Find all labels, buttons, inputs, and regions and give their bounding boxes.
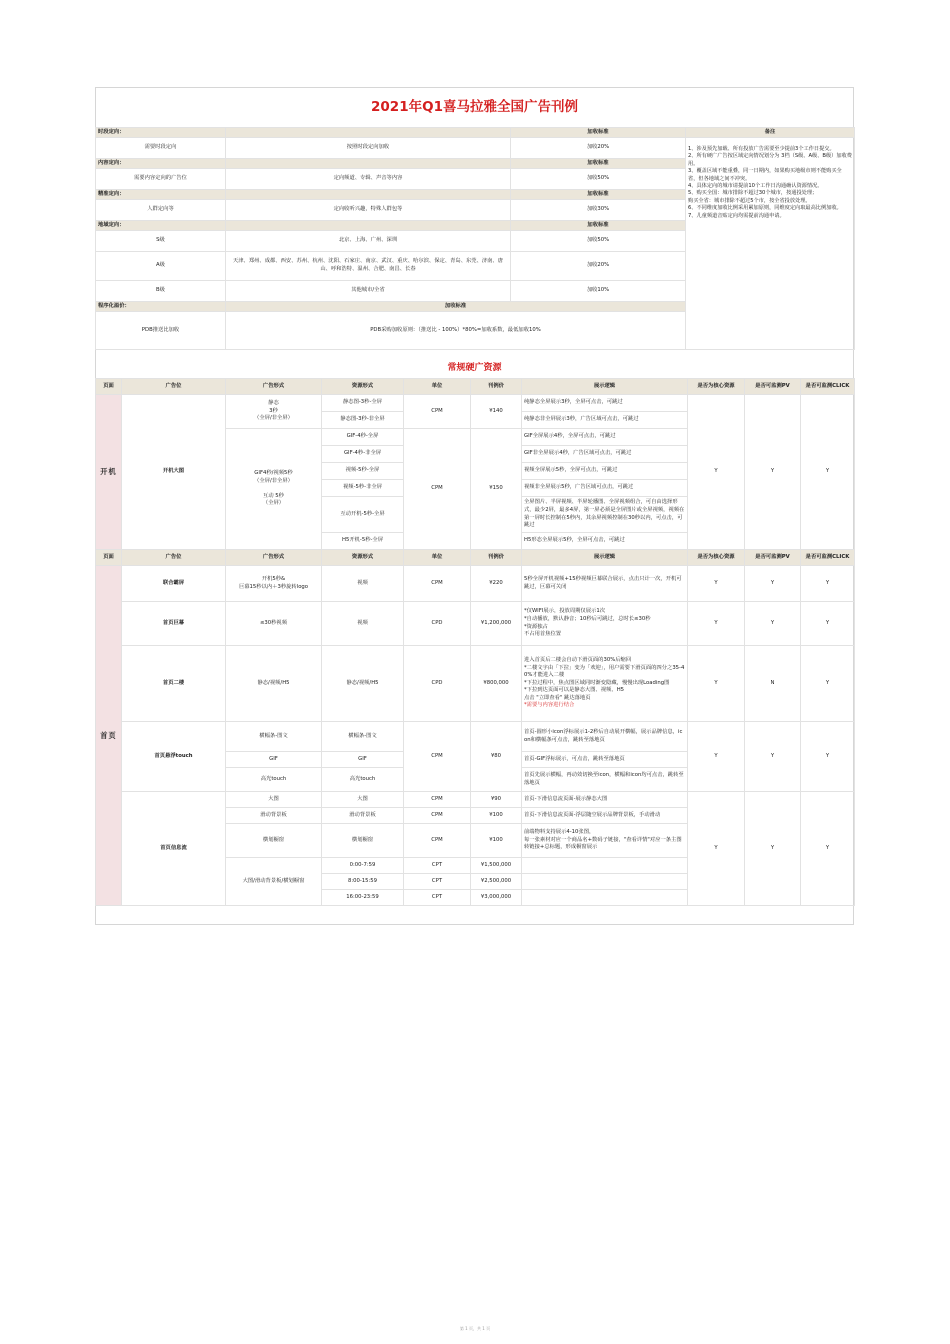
col-note: 备注 xyxy=(686,128,855,138)
unit: CPM xyxy=(404,566,471,602)
unit: CPM xyxy=(404,722,471,792)
resource-form: 视频 xyxy=(322,566,404,602)
unit: CPD xyxy=(404,602,471,646)
column-header: 是否为核心资源 xyxy=(688,379,745,395)
precise-label: 精准定向： xyxy=(96,190,226,200)
slot-name: 首页悬浮touch xyxy=(122,722,226,792)
display-logic xyxy=(522,890,688,906)
column-header: 是否可监测PV xyxy=(745,379,801,395)
display-logic: H5形态全屏展示5秒，全屏可点击，可跳过 xyxy=(522,533,688,550)
price: ¥800,000 xyxy=(471,646,522,722)
click-flag: Y xyxy=(801,602,855,646)
time-desc: 按照时段定向加收 xyxy=(226,138,511,159)
a-level: A级 xyxy=(96,252,226,281)
resource-form: H5开机-5秒-全屏 xyxy=(322,533,404,550)
resource-form: 大图 xyxy=(322,792,404,808)
display-logic: GIF全屏展示4秒，全屏可点击，可跳过 xyxy=(522,429,688,446)
resource-form: GIF-4秒-全屏 xyxy=(322,429,404,446)
logic-note-red: *需要与内容进行结合 xyxy=(524,702,575,709)
ad-form: ≤30秒视频 xyxy=(226,602,322,646)
table-row xyxy=(96,566,855,602)
display-logic: 视频非全屏展示5秒，广告区域可点击，可跳过 xyxy=(522,480,688,497)
resource-form: 16:00-23:59 xyxy=(322,890,404,906)
resource-form: 静态/视频/H5 xyxy=(322,646,404,722)
column-header: 是否为核心资源 xyxy=(688,550,745,566)
display-logic xyxy=(522,874,688,890)
region-label: 地域定向： xyxy=(96,221,226,231)
click-flag: Y xyxy=(801,722,855,792)
col-add-4: 加收标准 xyxy=(511,221,686,231)
content-desc: 定向频道、专辑、声音等内容 xyxy=(226,169,511,190)
s-level: S级 xyxy=(96,231,226,252)
resource-form: 高光touch xyxy=(322,768,404,792)
unit: CPM xyxy=(404,429,471,550)
ad-form: 横划橱窗 xyxy=(226,824,322,858)
col-add: 加收标准 xyxy=(511,128,686,138)
ad-form: 高光touch xyxy=(226,768,322,792)
click-flag: Y xyxy=(801,395,855,550)
unit: CPT xyxy=(404,874,471,890)
column-header: 展示逻辑 xyxy=(522,379,688,395)
pv-flag: N xyxy=(745,646,801,722)
ad-form: GIF xyxy=(226,752,322,768)
col-add-3: 加收标准 xyxy=(511,190,686,200)
program-add: 加收标准 xyxy=(226,302,686,312)
column-header: 资源形式 xyxy=(322,550,404,566)
column-header: 页面 xyxy=(96,550,122,566)
unit: CPT xyxy=(404,890,471,906)
column-header: 是否可监测PV xyxy=(745,550,801,566)
resource-form: 视频-5秒-非全屏 xyxy=(322,480,404,497)
display-logic: 视频全屏展示5秒，全屏可点击，可跳过 xyxy=(522,463,688,480)
display-logic: 前端物料支持展示4-10张图， 每一张素材对应一个商品名+数码子链接，"查看详情"对应一条主图转链接+总标题，形成橱窗展示 xyxy=(522,824,688,858)
precise-rate: 加收30% xyxy=(511,200,686,221)
display-logic: GIF非全屏展示4秒，广告区域可点击，可跳过 xyxy=(522,446,688,463)
unit: CPM xyxy=(404,792,471,808)
resource-table xyxy=(95,378,855,906)
s-cities: 北京、上海、广州、深圳 xyxy=(226,231,511,252)
content-rate: 加收50% xyxy=(511,169,686,190)
pv-flag: Y xyxy=(745,566,801,602)
unit: CPM xyxy=(404,808,471,824)
column-header: 展示逻辑 xyxy=(522,550,688,566)
slot-name: 联合霸屏 xyxy=(122,566,226,602)
resource-form: 视频-5秒-全屏 xyxy=(322,463,404,480)
column-header: 刊例价 xyxy=(471,550,522,566)
unit: CPM xyxy=(404,395,471,429)
display-logic: 首页-下滑信息流页面-浮层随空展示品牌背景板，手动滑动 xyxy=(522,808,688,824)
a-cities: 天津、郑州、成都、西安、苏州、杭州、沈阳、石家庄、南京、武汉、重庆、哈尔滨、保定、青岛、东莞、济南、唐山、呼和浩特、温州、合肥、南昌、长春 xyxy=(226,252,511,281)
column-header: 单位 xyxy=(404,379,471,395)
precise-item: 人群定向等 xyxy=(96,200,226,221)
b-rate: 加收10% xyxy=(511,281,686,302)
notes: 1、涉及预先加载、所有投放广告需要至少提前3个工作日提交。 2、所有硬广广告按区域定向情况划分为 3档（S级、A级、B级）加收费用。 3、覆盖区域不能重叠，同一日期内，如果购买地级市则不能购买全省，但各地域之间不冲突。 4、具体定向的城市请提前10个工作日沟通确认资源情况。 5、购买全国：城市排除不超过30个城市，按通投处理； 购买全省：城市排除不超过5个市，按全省投放处理。 6、不同维度加收比例采用累加原则，同维度定向取最高比例加收。 7、儿童频道音贴定向均需提前沟通申请。 xyxy=(686,138,855,350)
pv-flag: Y xyxy=(745,722,801,792)
pdb-item: PDB推送比加收 xyxy=(96,312,226,350)
core-flag: Y xyxy=(688,395,745,550)
core-flag: Y xyxy=(688,646,745,722)
page-footer: 第 1 页，共 1 页 xyxy=(459,1326,491,1331)
pv-flag: Y xyxy=(745,792,801,906)
ad-form: 静态/视频/H5 xyxy=(226,646,322,722)
table-row xyxy=(96,646,855,722)
column-header: 广告位 xyxy=(122,379,226,395)
ad-form: 滑动背景板 xyxy=(226,808,322,824)
column-header: 页面 xyxy=(96,379,122,395)
pv-flag: Y xyxy=(745,602,801,646)
section-title: 常规硬广资源 xyxy=(447,363,502,373)
slot-name: 首页巨幕 xyxy=(122,602,226,646)
price: ¥2,500,000 xyxy=(471,874,522,890)
table-row xyxy=(96,550,855,566)
price: ¥100 xyxy=(471,824,522,858)
price: ¥3,000,000 xyxy=(471,890,522,906)
table-row xyxy=(96,395,855,412)
table-row xyxy=(96,792,855,808)
s-rate: 加收50% xyxy=(511,231,686,252)
core-flag: Y xyxy=(688,792,745,906)
unit: CPM xyxy=(404,824,471,858)
display-logic: *仅WIFI展示，投放周期仅展示1次 *自动播放，默认静音；10秒后可跳过，总时长≤30秒 *资源独占 不占用首焦位置 xyxy=(522,602,688,646)
column-header: 单位 xyxy=(404,550,471,566)
price: ¥80 xyxy=(471,722,522,792)
column-header: 广告形式 xyxy=(226,379,322,395)
column-header: 广告位 xyxy=(122,550,226,566)
display-logic: 5秒全屏开机视频+15秒视频巨幕联合展示，点击只计一次，开机可跳过，巨幕可关闭 xyxy=(522,566,688,602)
b-level: B级 xyxy=(96,281,226,302)
resource-form: 0:00-7:59 xyxy=(322,858,404,874)
resource-form: 滑动背景板 xyxy=(322,808,404,824)
resource-form: GIF-4秒-非全屏 xyxy=(322,446,404,463)
pv-flag: Y xyxy=(745,395,801,550)
a-rate: 加收20% xyxy=(511,252,686,281)
content-label: 内容定向： xyxy=(96,159,226,169)
page-label-home: 首页 xyxy=(96,566,122,906)
unit: CPD xyxy=(404,646,471,722)
click-flag: Y xyxy=(801,792,855,906)
page-label-splash: 开机 xyxy=(96,395,122,550)
resource-form: 静态图-3秒-全屏 xyxy=(322,395,404,412)
time-label: 时段定向： xyxy=(96,128,226,138)
slot-name: 首页信息流 xyxy=(122,792,226,906)
col-add-2: 加收标准 xyxy=(511,159,686,169)
ad-form: 横幅条-图文 xyxy=(226,722,322,752)
display-logic: 首页-圆形小icon浮标展示1-2秒后自动展开横幅，展示品牌信息，icon和横幅条可点击，跳转至落地页 xyxy=(522,722,688,752)
column-header: 广告形式 xyxy=(226,550,322,566)
display-logic: 纯静态非全屏展示3秒，广告区域可点击，可跳过 xyxy=(522,412,688,429)
display-logic xyxy=(522,858,688,874)
price: ¥150 xyxy=(471,429,522,550)
display-logic: 首页先展示横幅，再动效切换至icon，横幅和icon均可点击，跳转至落地页 xyxy=(522,768,688,792)
ad-form: 大图/滑动背景板/横划橱窗 xyxy=(226,858,322,906)
ad-form: 大图 xyxy=(226,792,322,808)
price: ¥1,500,000 xyxy=(471,858,522,874)
time-rate: 加收20% xyxy=(511,138,686,159)
display-logic: 全屏图片、半屏视频、半屏轮播图、全屏视频组合，可自由选择形式，最少2屏，最多4屏，第一屏必须是全屏图片或全屏视频，视频在第一屏时长控制在5秒内，其余屏视频控制在30秒以内，可点击，可跳过 xyxy=(522,497,688,533)
b-cities: 其他城市/全省 xyxy=(226,281,511,302)
price: ¥140 xyxy=(471,395,522,429)
table-row xyxy=(96,722,855,752)
program-label: 程序化溢价： xyxy=(96,302,226,312)
precise-desc: 定向收听兴趣，特殊人群包等 xyxy=(226,200,511,221)
page-title: 2021年Q1喜马拉雅全国广告刊例 xyxy=(371,99,578,115)
resource-form: 静态图-3秒-非全屏 xyxy=(322,412,404,429)
display-logic: 首页-GIF浮标展示，可点击，跳转至落地页 xyxy=(522,752,688,768)
column-header: 是否可监测CLICK xyxy=(801,550,855,566)
click-flag: Y xyxy=(801,646,855,722)
resource-form: GIF xyxy=(322,752,404,768)
slot-name: 开机大图 xyxy=(122,395,226,550)
click-flag: Y xyxy=(801,566,855,602)
column-header: 是否可监测CLICK xyxy=(801,379,855,395)
display-logic: 纯静态全屏展示3秒，全屏可点击，可跳过 xyxy=(522,395,688,412)
resource-form: 横幅条-图文 xyxy=(322,722,404,752)
core-flag: Y xyxy=(688,722,745,792)
resource-form: 互动开机-5秒-全屏 xyxy=(322,497,404,533)
ad-form: 开机5秒& 巨幕15秒以内＋3秒旋转logo xyxy=(226,566,322,602)
ad-form: GIF4秒/视频5秒 （全屏/非全屏） 互动 5秒 （全屏） xyxy=(226,429,322,550)
slot-name: 首页二楼 xyxy=(122,646,226,722)
price: ¥100 xyxy=(471,808,522,824)
column-header: 资源形式 xyxy=(322,379,404,395)
core-flag: Y xyxy=(688,566,745,602)
table-row xyxy=(96,379,855,395)
time-item: 需要时段定向 xyxy=(96,138,226,159)
resource-form: 视频 xyxy=(322,602,404,646)
core-flag: Y xyxy=(688,602,745,646)
price: ¥220 xyxy=(471,566,522,602)
display-logic: 进入首页后二楼会自动下滑页面的30%后缩回 *二楼文字由「下拉」变为「欢迎」，用户需要下滑页面的四分之35-40%才能进入二楼 *下拉过程中，焦点图区域同时渐变隐藏，慢慢出现Loading图 *下拉到达页面可以是静态大图、视频、H5 点击 "立即查看" 跳达落地页 *需要与内容进行结合 xyxy=(522,646,688,722)
resource-form: 8:00-15:59 xyxy=(322,874,404,890)
pricing-table xyxy=(95,127,855,350)
content-item: 需要内容定向的广告位 xyxy=(96,169,226,190)
resource-form: 横划橱窗 xyxy=(322,824,404,858)
pdb-desc: PDB采购加收原则：（推送比 - 100%）*80%=加收系数，最低加收10% xyxy=(226,312,686,350)
display-logic: 首页-下滑信息流页面-展示静态大图 xyxy=(522,792,688,808)
price: ¥90 xyxy=(471,792,522,808)
unit: CPT xyxy=(404,858,471,874)
price: ¥1,200,000 xyxy=(471,602,522,646)
table-row xyxy=(96,602,855,646)
column-header: 刊例价 xyxy=(471,379,522,395)
ad-form: 静态 3秒 （全屏/非全屏） xyxy=(226,395,322,429)
